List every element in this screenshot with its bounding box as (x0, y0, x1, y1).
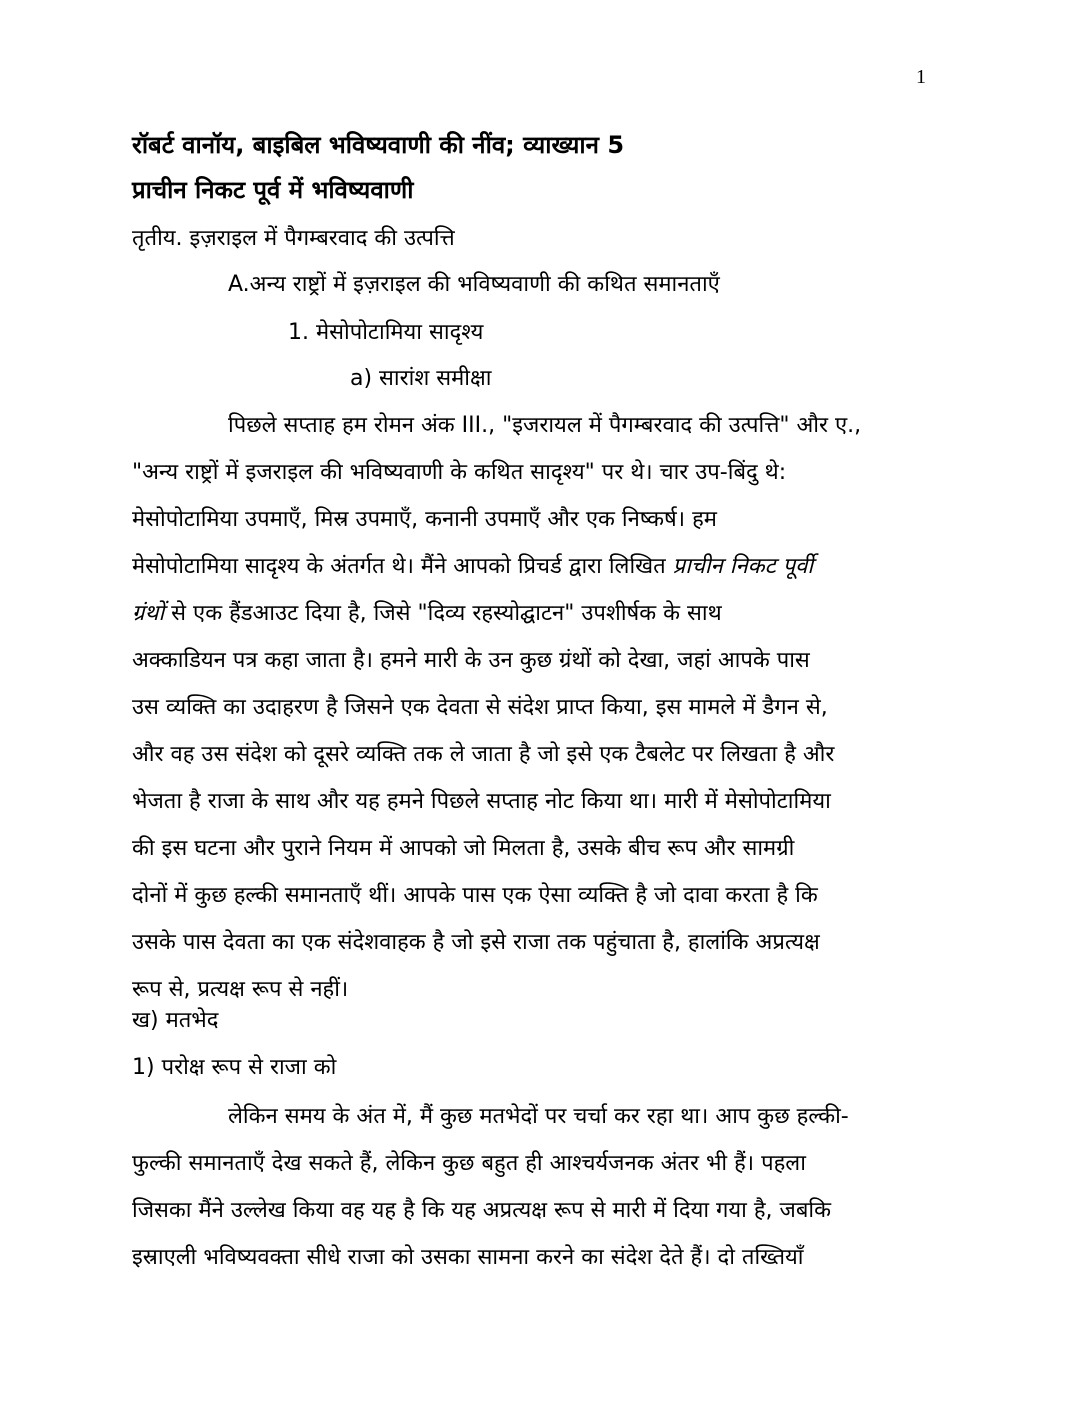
paragraph-line: रूप से, प्रत्यक्ष रूप से नहीं। (132, 977, 349, 1002)
italic-book-title: ग्रंथों (132, 601, 165, 626)
paragraph-line: की इस घटना और पुराने नियम में आपको जो मिलता है, उसके बीच रूप और सामग्री (132, 836, 795, 861)
paragraph-line: अक्काडियन पत्र कहा जाता है। हमने मारी के उन कुछ ग्रंथों को देखा, जहां आपके पास (132, 648, 810, 673)
paragraph-line: जिसका मैंने उल्लेख किया वह यह है कि यह अप्रत्यक्ष रूप से मारी में दिया गया है, जबकि (132, 1198, 832, 1223)
paragraph-line: उसके पास देवता का एक संदेशवाहक है जो इसे राजा तक पहुंचाता है, हालांकि अप्रत्यक्ष (132, 930, 820, 955)
outline-subsection-heading: A.अन्य राष्ट्रों में इज़राइल की भविष्यवाणी की कथित समानताएँ (228, 272, 720, 297)
paragraph-line: "अन्य राष्ट्रों में इजराइल की भविष्यवाणी के कथित सादृश्य" पर थे। चार उप-बिंदु थे: (132, 460, 787, 485)
outline-section-heading: तृतीय. इज़राइल में पैगम्बरवाद की उत्पत्ति (132, 226, 455, 251)
differences-item-heading: 1) परोक्ष रूप से राजा को (132, 1055, 337, 1080)
document-subtitle: प्राचीन निकट पूर्व में भविष्यवाणी (132, 176, 414, 204)
italic-book-title: प्राचीन निकट पूर्वी (672, 554, 814, 579)
paragraph-text: से एक हैंडआउट दिया है, जिसे "दिव्य रहस्योद्घाटन" उपशीर्षक के साथ (164, 601, 722, 626)
outline-subitem-heading: a) सारांश समीक्षा (350, 366, 492, 391)
paragraph-text: मेसोपोटामिया सादृश्य के अंतर्गत थे। मैंने आपको प्रिचर्ड द्वारा लिखित (132, 554, 673, 579)
paragraph-line: पिछले सप्ताह हम रोमन अंक III., "इजरायल में पैगम्बरवाद की उत्पत्ति" और ए., (228, 413, 862, 438)
paragraph-line: इस्राएली भविष्यवक्ता सीधे राजा को उसका सामना करने का संदेश देते हैं। दो तख्तियाँ (132, 1245, 804, 1270)
paragraph-line: और वह उस संदेश को दूसरे व्यक्ति तक ले जाता है जो इसे एक टैबलेट पर लिखता है और (132, 742, 835, 767)
paragraph-line (132, 543, 926, 590)
paragraph-line: उस व्यक्ति का उदाहरण है जिसने एक देवता से संदेश प्राप्त किया, इस मामले में डैगन से, (132, 695, 828, 720)
paragraph-line (132, 590, 926, 637)
paragraph-line: भेजता है राजा के साथ और यह हमने पिछले सप्ताह नोट किया था। मारी में मेसोपोटामिया (132, 789, 831, 814)
document-title: रॉबर्ट वानॉय, बाइबिल भविष्यवाणी की नींव; व्याख्यान 5 (132, 131, 625, 159)
body-paragraph-1 (132, 402, 926, 1013)
paragraph-line: मेसोपोटामिया उपमाएँ, मिस्र उपमाएँ, कनानी उपमाएँ और एक निष्कर्ष। हम (132, 507, 717, 532)
page-number: 1 (916, 66, 926, 88)
paragraph-line: दोनों में कुछ हल्की समानताएँ थीं। आपके पास एक ऐसा व्यक्ति है जो दावा करता है कि (132, 883, 818, 908)
body-paragraph-2 (132, 1093, 926, 1281)
differences-heading: ख) मतभेद (132, 1008, 219, 1033)
paragraph-line: फुल्की समानताएँ देख सकते हैं, लेकिन कुछ बहुत ही आश्चर्यजनक अंतर भी हैं। पहला (132, 1151, 806, 1176)
outline-item-heading: 1. मेसोपोटामिया सादृश्य (288, 320, 484, 345)
paragraph-line: लेकिन समय के अंत में, मैं कुछ मतभेदों पर चर्चा कर रहा था। आप कुछ हल्की- (228, 1104, 849, 1129)
